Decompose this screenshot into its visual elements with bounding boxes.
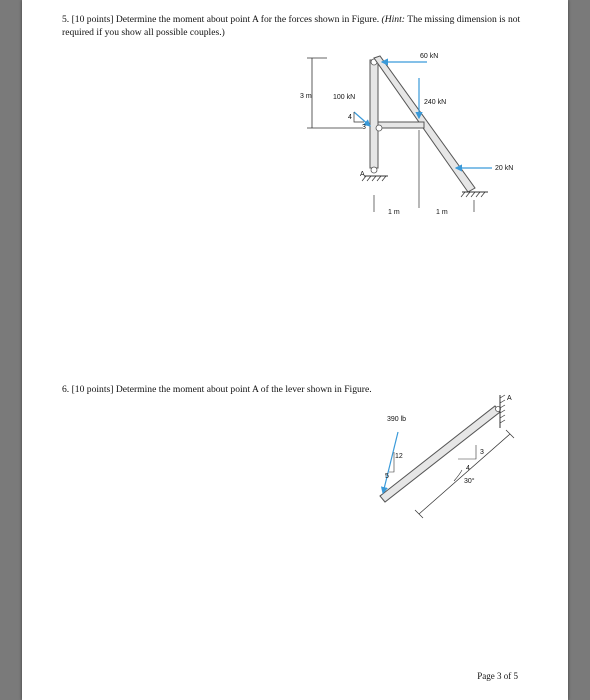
- force-20kn-label: 20 kN: [495, 165, 514, 172]
- support-a: [360, 167, 388, 181]
- slope-4-label-q6: 4: [466, 465, 470, 472]
- question-6-prompt: Determine the moment about point A of the lever shown in Figure.: [115, 384, 372, 395]
- dimension-3m: [300, 58, 362, 128]
- question-5-prompt: Determine the moment about point A for the forces shown in Figure.: [115, 14, 380, 25]
- point-a-label-q6: A: [507, 395, 512, 402]
- slope-4-label: 4: [348, 114, 352, 121]
- dimension-1m-b-label: 1 m: [436, 209, 448, 216]
- pin-joint: [376, 125, 382, 131]
- question-6-number: 6.: [62, 384, 70, 395]
- force-100kn: [333, 94, 370, 131]
- force-390lb-label: 390 lb: [387, 416, 407, 423]
- question-6-points: [10 points]: [71, 384, 114, 395]
- question-5-figure: [22, 0, 568, 240]
- document-page: [22, 0, 568, 700]
- slope-12-label: 12: [395, 453, 403, 460]
- page-number: Page 3 of 5: [477, 671, 518, 681]
- force-60kn-label: 60 kN: [420, 53, 439, 60]
- column-member: [370, 59, 378, 168]
- force-100kn-label: 100 kN: [333, 94, 356, 101]
- force-240kn-label: 240 kN: [424, 99, 447, 106]
- support-right: [461, 192, 488, 197]
- force-60kn: [382, 53, 438, 62]
- wall-support-a: [500, 395, 512, 428]
- angle-30-label: 30°: [464, 478, 475, 485]
- question-5-hint-label: (Hint:: [381, 14, 405, 25]
- horizontal-bar: [378, 122, 424, 128]
- question-5-hint-text: The missing dimension is not required if you show all possible couples.): [62, 14, 521, 38]
- dimension-1m: [374, 195, 474, 216]
- dimension-1m-a-label: 1 m: [388, 209, 400, 216]
- dimension-lines-q6: [415, 430, 514, 518]
- point-a-label: A: [360, 171, 365, 178]
- dimension-3m-label: 3 m: [300, 93, 312, 100]
- question-6-figure: [22, 390, 568, 530]
- force-20kn: [456, 165, 513, 172]
- slope-3-label-q6: 3: [480, 449, 484, 456]
- question-5-points: [10 points]: [71, 14, 114, 25]
- slope-3-label: 3: [362, 124, 366, 131]
- slope-5-label: 5: [385, 473, 389, 480]
- question-5-number: 5.: [62, 14, 70, 25]
